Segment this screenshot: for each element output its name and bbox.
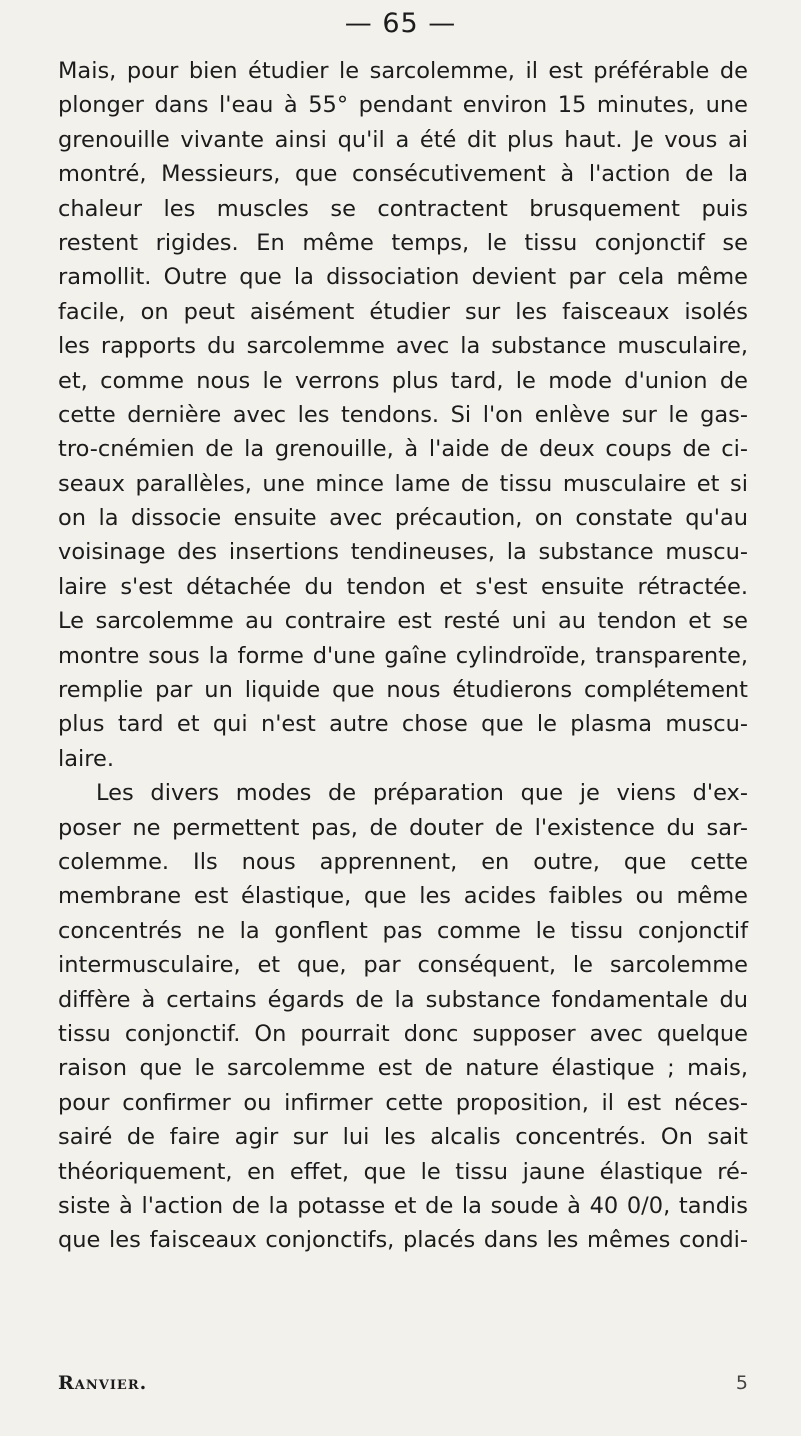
- body-text: [58, 54, 748, 1258]
- text-line: grenouille vivante ainsi qu'il a été dit plus haut. Je vous ai: [58, 126, 748, 153]
- text-line: plus tard et qui n'est autre chose que le plasma muscu-: [58, 711, 748, 738]
- text-line: concentrés ne la gonflent pas comme le tissu conjonctif: [58, 917, 748, 944]
- paragraph-start-line: Les divers modes de préparation que je viens d'ex-: [96, 780, 748, 807]
- page-footer: [58, 1372, 748, 1402]
- text-line: colemme. Ils nous apprennent, en outre, que cette: [58, 848, 748, 875]
- text-line: Le sarcolemme au contraire est resté uni au tendon et se: [58, 608, 748, 635]
- text-line: membrane est élastique, que les acides faibles ou même: [58, 883, 748, 910]
- text-line: raison que le sarcolemme est de nature élastique ; mais,: [58, 1055, 748, 1082]
- text-line: restent rigides. En même temps, le tissu conjonctif se: [58, 229, 748, 256]
- sheet-number: 5: [735, 1372, 748, 1394]
- text-line: tissu conjonctif. On pourrait donc supposer avec quelque: [58, 1020, 748, 1047]
- text-line: poser ne permettent pas, de douter de l'existence du sar-: [58, 814, 748, 841]
- text-line: diffère à certains égards de la substance fondamentale du: [58, 986, 748, 1013]
- text-line: remplie par un liquide que nous étudierons complétement: [58, 677, 748, 704]
- text-line: montre sous la forme d'une gaîne cylindroïde, transparente,: [58, 642, 748, 669]
- page-number: — 65 —: [344, 8, 457, 39]
- text-line: plonger dans l'eau à 55° pendant environ 15 minutes, une: [58, 92, 748, 119]
- text-line: facile, on peut aisément étudier sur les faisceaux isolés: [58, 298, 748, 325]
- text-line: pour confirmer ou infirmer cette proposition, il est néces-: [58, 1089, 748, 1116]
- text-line: montré, Messieurs, que consécutivement à l'action de la: [58, 161, 748, 188]
- text-line: chaleur les muscles se contractent brusquement puis: [58, 195, 748, 222]
- text-line: voisinage des insertions tendineuses, la substance muscu-: [58, 539, 748, 566]
- text-line: seaux parallèles, une mince lame de tissu musculaire et si: [58, 470, 748, 497]
- text-line: et, comme nous le verrons plus tard, le mode d'union de: [58, 367, 748, 394]
- text-line: on la dissocie ensuite avec précaution, on constate qu'au: [58, 505, 748, 532]
- text-line: que les faisceaux conjonctifs, placés dans les mêmes condi-: [58, 1227, 748, 1254]
- author-signature: Ranvier.: [58, 1372, 148, 1394]
- text-line: sairé de faire agir sur lui les alcalis concentrés. On sait: [58, 1124, 748, 1151]
- text-line: laire s'est détachée du tendon et s'est ensuite rétractée.: [58, 573, 748, 600]
- text-line: ramollit. Outre que la dissociation devient par cela même: [58, 264, 748, 291]
- text-line: tro-cnémien de la grenouille, à l'aide de deux coups de ci-: [58, 436, 748, 463]
- text-line: théoriquement, en effet, que le tissu jaune élastique ré-: [58, 1158, 748, 1185]
- paragraph-end-line: laire.: [58, 745, 115, 772]
- text-line: cette dernière avec les tendons. Si l'on enlève sur le gas-: [58, 401, 748, 428]
- text-line: les rapports du sarcolemme avec la substance musculaire,: [58, 333, 748, 360]
- text-line: intermusculaire, et que, par conséquent, le sarcolemme: [58, 952, 748, 979]
- text-line: Mais, pour bien étudier le sarcolemme, il est préférable de: [58, 58, 748, 84]
- text-line: siste à l'action de la potasse et de la soude à 40 0/0, tandis: [58, 1192, 748, 1219]
